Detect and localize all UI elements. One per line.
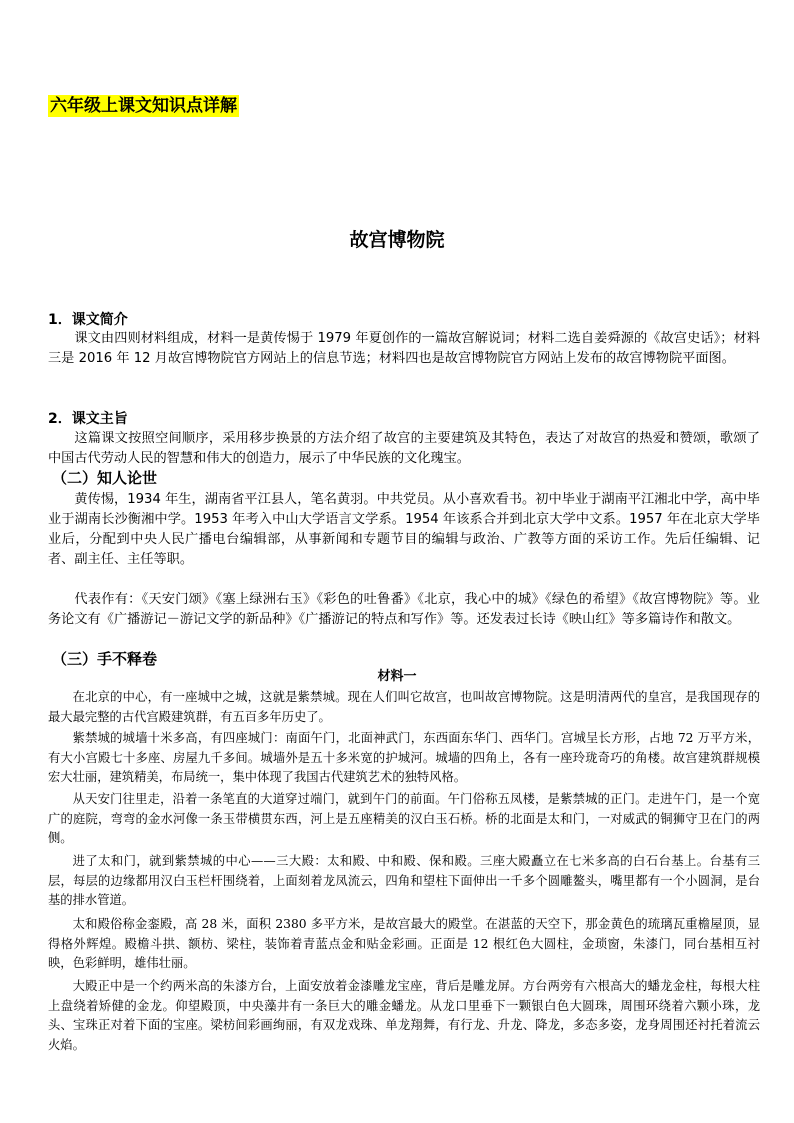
theme-text: 这篇课文按照空间顺序，采用移步换景的方法介绍了故宫的主要建筑及其特色，表达了对故宫的热爱和赞颂，歌颂了中国古代劳动人民的智慧和伟大的创造力，展示了中华民族的文化瑰宝。: [48, 431, 760, 466]
page-title: 故宫博物院: [349, 229, 445, 251]
grade-banner: 六年级上课文知识点详解: [50, 96, 237, 116]
material-title: 材料一: [377, 669, 417, 684]
author-works: 代表作有：《天安门颂》《塞上绿洲右玉》《彩色的吐鲁番》《北京，我心中的城》《绿色的希望》《故宫博物院》等。业务论文有《广播游记－游记文学的新品种》《广播游记的特点和写作》等。还发表过长诗《映山红》等多篇诗作和散文。: [48, 592, 760, 627]
author-bio: 黄传惕，1934 年生，湖南省平江县人，笔名黄羽。中共党员。从小喜欢看书。初中毕业于湖南平江湘北中学，高中毕业于湖南长沙衡湘中学。1953 年考入中山大学语言文学系。1954 年该系合并到北京大学中文系。1957 年在北京大学毕业后，分配到中央人民广播电台编辑部，从事新闻和专题节目的编辑与政治、广教等方面的采访工作。先后任编辑、记者、副主任、主任等职。: [48, 492, 760, 567]
material-paragraph: 进了太和门，就到紫禁城的中心——三大殿：太和殿、中和殿、保和殿。三座大殿矗立在七米多高的白石台基上。台基有三层，每层的边缘都用汉白玉栏杆围绕着，上面刻着龙凤流云，四角和望柱下面伸出一千多个圆雕鳌头，嘴里都有一个小圆洞，是台基的排水管道。: [48, 854, 760, 907]
author-heading: （二）知人论世: [52, 469, 158, 487]
theme-heading: 2．课文主旨: [48, 411, 128, 427]
intro-text: 课文由四则材料组成，材料一是黄传惕于 1979 年夏创作的一篇故宫解说词；材料二选自姜舜源的《故宫史话》；材料三是 2016 年 12 月故宫博物院官方网站上的信息节选；材料四也是故宫博物院官方网站上发布的故宫博物院平面图。: [48, 331, 760, 366]
material-paragraph: 紫禁城的城墙十米多高，有四座城门：南面午门，北面神武门，东西面东华门、西华门。宫城呈长方形，占地 72 万平方米，有大小宫殿七十多座、房屋九千多间。城墙外是五十多米宽的护城河。城墙的四角上，各有一座玲珑奇巧的角楼。故宫建筑群规模宏大壮丽，建筑精美，布局统一，集中体现了我国古代建筑艺术的独特风格。: [48, 731, 760, 784]
reading-heading: （三）手不释卷: [52, 650, 158, 668]
material-paragraph: 在北京的中心，有一座城中之城，这就是紫禁城。现在人们叫它故宫，也叫故宫博物院。这是明清两代的皇宫，是我国现存的最大最完整的古代宫殿建筑群，有五百多年历史了。: [48, 690, 760, 724]
material-paragraph: 大殿正中是一个约两米高的朱漆方台，上面安放着金漆雕龙宝座，背后是雕龙屏。方台两旁有六根高大的蟠龙金柱，每根大柱上盘绕着矫健的金龙。仰望殿顶，中央藻井有一条巨大的雕金蟠龙。从龙口里垂下一颗银白色大圆珠，周围环绕着六颗小珠，龙头、宝珠正对着下面的宝座。梁枋间彩画绚丽，有双龙戏珠、单龙翔舞，有行龙、升龙、降龙，多态多姿，龙身周围还衬托着流云火焰。: [48, 979, 760, 1052]
intro-heading: 1．课文简介: [48, 312, 128, 328]
material-paragraph: 太和殿俗称金銮殿，高 28 米，面积 2380 多平方米，是故宫最大的殿堂。在湛蓝的天空下，那金黄色的琉璃瓦重檐屋顶，显得格外辉煌。殿檐斗拱、额枋、梁柱，装饰着青蓝点金和贴金彩画。正面是 12 根红色大圆柱，金琐窗，朱漆门，同台基相互衬映，色彩鲜明，雄伟壮丽。: [48, 917, 760, 970]
material-paragraph: 从天安门往里走，沿着一条笔直的大道穿过端门，就到午门的前面。午门俗称五凤楼，是紫禁城的正门。走进午门，是一个宽广的庭院，弯弯的金水河像一条玉带横贯东西，河上是五座精美的汉白玉石桥。桥的北面是太和门，一对威武的铜狮守卫在门的两侧。: [48, 792, 760, 845]
